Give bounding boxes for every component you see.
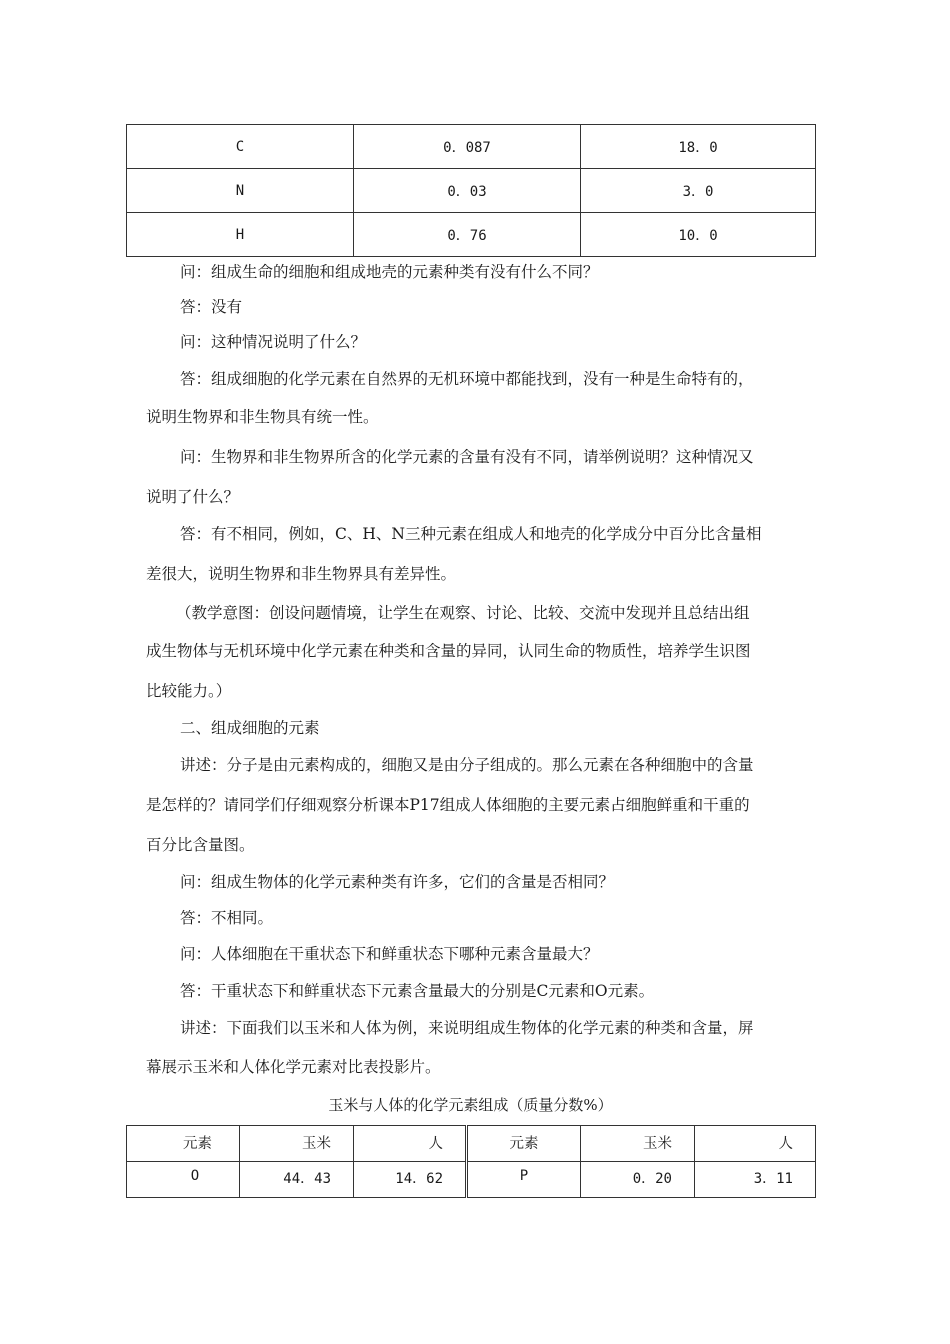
question-text: 问：人体细胞在干重状态下和鲜重状态下哪种元素含量最大？: [180, 945, 599, 963]
table-cell: 0．76: [354, 213, 581, 257]
teaching-intent-text-continued: 比较能力。）: [146, 682, 232, 700]
question-text: 问：生物界和非生物界所含的化学元素的含量有没有不同，请举例说明？这种情况又: [180, 448, 754, 466]
table-cell: P: [467, 1162, 581, 1198]
table-cell: N: [127, 169, 354, 213]
answer-text-continued: 差很大，说明生物界和非生物界具有差异性。: [146, 565, 457, 583]
narration-text: 讲述：下面我们以玉米和人体为例，来说明组成生物体的化学元素的种类和含量，屏: [180, 1019, 754, 1037]
table-row: [127, 169, 816, 213]
table-cell: 10．0: [581, 213, 816, 257]
answer-text: 答：没有: [180, 298, 243, 316]
answer-text: 答：干重状态下和鲜重状态下元素含量最大的分别是C元素和O元素。: [180, 982, 655, 1000]
table-cell: C: [127, 125, 354, 169]
column-header: 人: [695, 1126, 816, 1162]
table-cell: 44．43: [240, 1162, 354, 1198]
answer-text: 答：有不相同，例如，C、H、N三种元素在组成人和地壳的化学成分中百分比含量相: [180, 525, 762, 543]
teaching-intent-text: （教学意图：创设问题情境，让学生在观察、讨论、比较、交流中发现并且总结出组: [176, 604, 750, 622]
narration-text-continued: 幕展示玉米和人体化学元素对比表投影片。: [146, 1058, 441, 1076]
table-cell: 0．087: [354, 125, 581, 169]
table-cell: 0．20: [581, 1162, 695, 1198]
element-content-table: [126, 124, 816, 257]
table-cell: 18．0: [581, 125, 816, 169]
section-heading: 二、组成细胞的元素: [180, 719, 320, 737]
column-header: 玉米: [581, 1126, 695, 1162]
answer-text: 答：组成细胞的化学元素在自然界的无机环境中都能找到，没有一种是生命特有的，: [180, 370, 754, 388]
table-header-row: [127, 1126, 816, 1162]
corn-human-element-table: [126, 1125, 816, 1198]
narration-text-continued: 百分比含量图。: [146, 836, 255, 854]
question-text-continued: 说明了什么？: [146, 488, 240, 506]
column-header: 玉米: [240, 1126, 354, 1162]
table-cell: O: [127, 1162, 240, 1198]
question-text: 问：组成生物体的化学元素种类有许多，它们的含量是否相同？: [180, 873, 615, 891]
table-cell: 3．11: [695, 1162, 816, 1198]
question-text: 问：组成生命的细胞和组成地壳的元素种类有没有什么不同？: [180, 263, 599, 281]
teaching-intent-text-continued: 成生物体与无机环境中化学元素在种类和含量的异同，认同生命的物质性，培养学生识图: [146, 642, 751, 660]
answer-text: 答：不相同。: [180, 909, 274, 927]
table-cell: H: [127, 213, 354, 257]
narration-text-continued: 是怎样的？请同学们仔细观察分析课本P17组成人体细胞的主要元素占细胞鲜重和干重的: [146, 796, 750, 814]
table-caption: 玉米与人体的化学元素组成（质量分数%）: [328, 1096, 613, 1114]
table-cell: 0．03: [354, 169, 581, 213]
table-cell: 14．62: [354, 1162, 467, 1198]
column-header: 人: [354, 1126, 467, 1162]
question-text: 问：这种情况说明了什么？: [180, 333, 367, 351]
table-row: [127, 1162, 816, 1198]
column-header: 元素: [127, 1126, 240, 1162]
table-row: [127, 125, 816, 169]
table-row: [127, 213, 816, 257]
narration-text: 讲述：分子是由元素构成的，细胞又是由分子组成的。那么元素在各种细胞中的含量: [180, 756, 754, 774]
column-header: 元素: [467, 1126, 581, 1162]
table-cell: 3．0: [581, 169, 816, 213]
answer-text-continued: 说明生物界和非生物具有统一性。: [146, 408, 379, 426]
